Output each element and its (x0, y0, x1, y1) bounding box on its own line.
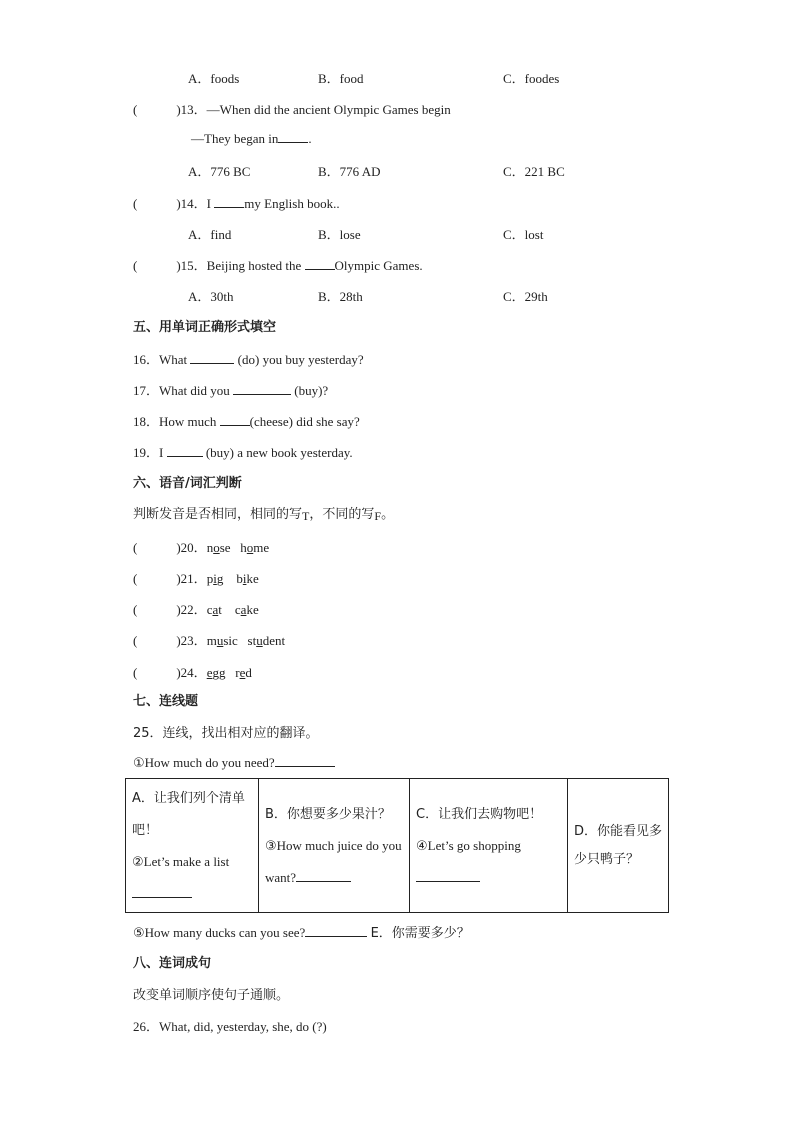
q23: ( )23．music student (133, 633, 286, 648)
section-5-title: 五、用单词正确形式填空 (133, 320, 277, 335)
q13-option-c: C．221 BC (503, 164, 565, 179)
q13-question (133, 99, 451, 118)
answer-parenthesis: ( ) (133, 196, 181, 211)
answer-parenthesis: ( ) (133, 602, 181, 617)
q21: ( )21．pig bike (133, 571, 259, 586)
q20: ( )20．nose home (133, 540, 270, 555)
q14-question: ( )14．I my English book.. (133, 196, 340, 211)
match-item-1: ①How much do you need? (133, 754, 335, 771)
q13-stem: 13．—When did the ancient Olympic Games begin (180, 102, 451, 117)
q18: 18．How much (cheese) did she say? (133, 414, 360, 429)
section-7-title: 七、连线题 (133, 694, 199, 709)
section-6-instruction: 判断发音是否相同，相同的写T，不同的写F。 (133, 507, 395, 523)
answer-blank[interactable] (296, 869, 351, 882)
q15-option-b: B．28th (318, 289, 363, 304)
section-8-instruction: 改变单词顺序使句子通顺。 (133, 988, 290, 1003)
q14-option-b: B．lose (318, 227, 361, 242)
match-cell-a: A．让我们列个清单吧！ ②Let’s make a list (126, 779, 259, 913)
answer-blank[interactable] (167, 444, 203, 457)
answer-blank[interactable] (220, 413, 250, 426)
q24: ( )24．egg red (133, 665, 252, 680)
answer-blank[interactable] (190, 351, 234, 364)
answer-blank[interactable] (233, 382, 291, 395)
q13-answer-line: —They began in . (191, 131, 312, 146)
answer-blank[interactable] (214, 195, 244, 208)
q17: 17．What did you (buy)? (133, 383, 329, 398)
q12-option-a: A．foods (188, 71, 240, 86)
answer-parenthesis: ( ) (133, 665, 181, 680)
q14-option-a: A．find (188, 227, 232, 242)
answer-parenthesis: ( ) (133, 540, 181, 555)
q15-option-c: C．29th (503, 289, 548, 304)
answer-blank[interactable] (305, 257, 335, 270)
answer-blank[interactable] (132, 885, 192, 898)
section-6-title: 六、语音/词汇判断 (133, 476, 242, 491)
q13-option-b: B．776 AD (318, 164, 381, 179)
section-8-title: 八、连词成句 (133, 956, 212, 971)
answer-parenthesis: ( ) (133, 258, 181, 273)
match-cell-d: D．你能看见多少只鸭子？ (568, 779, 669, 913)
q13-option-a: A．776 BC (188, 164, 251, 179)
q19: 19．I (buy) a new book yesterday. (133, 445, 353, 460)
q14-option-c: C．lost (503, 227, 544, 242)
q15-question: ( )15．Beijing hosted the Olympic Games. (133, 258, 423, 273)
answer-parenthesis: ( ) (133, 102, 181, 117)
q15-option-a: A．30th (188, 289, 234, 304)
match-cell-b: B．你想要多少果汁？ ③How much juice do you want? (259, 779, 410, 913)
matching-table (125, 778, 669, 913)
match-item-5: ⑤How many ducks can you see? E．你需要多少？ (133, 925, 470, 941)
answer-blank[interactable] (275, 754, 335, 767)
q25-instruction: 25．连线，找出相对应的翻译。 (133, 726, 319, 741)
q16: 16．What (do) you buy yesterday? (133, 352, 364, 367)
answer-blank[interactable] (278, 130, 308, 143)
q22: ( )22．cat cake (133, 602, 259, 617)
q12-option-c: C．foodes (503, 71, 560, 86)
answer-blank[interactable] (305, 924, 367, 937)
match-cell-c: C．让我们去购物吧！ ④Let’s go shopping (410, 779, 568, 913)
q26: 26．What, did, yesterday, she, do (?) (133, 1019, 327, 1034)
answer-parenthesis: ( ) (133, 571, 181, 586)
answer-parenthesis: ( ) (133, 633, 181, 648)
q12-option-b: B．food (318, 71, 364, 86)
answer-blank[interactable] (416, 869, 480, 882)
